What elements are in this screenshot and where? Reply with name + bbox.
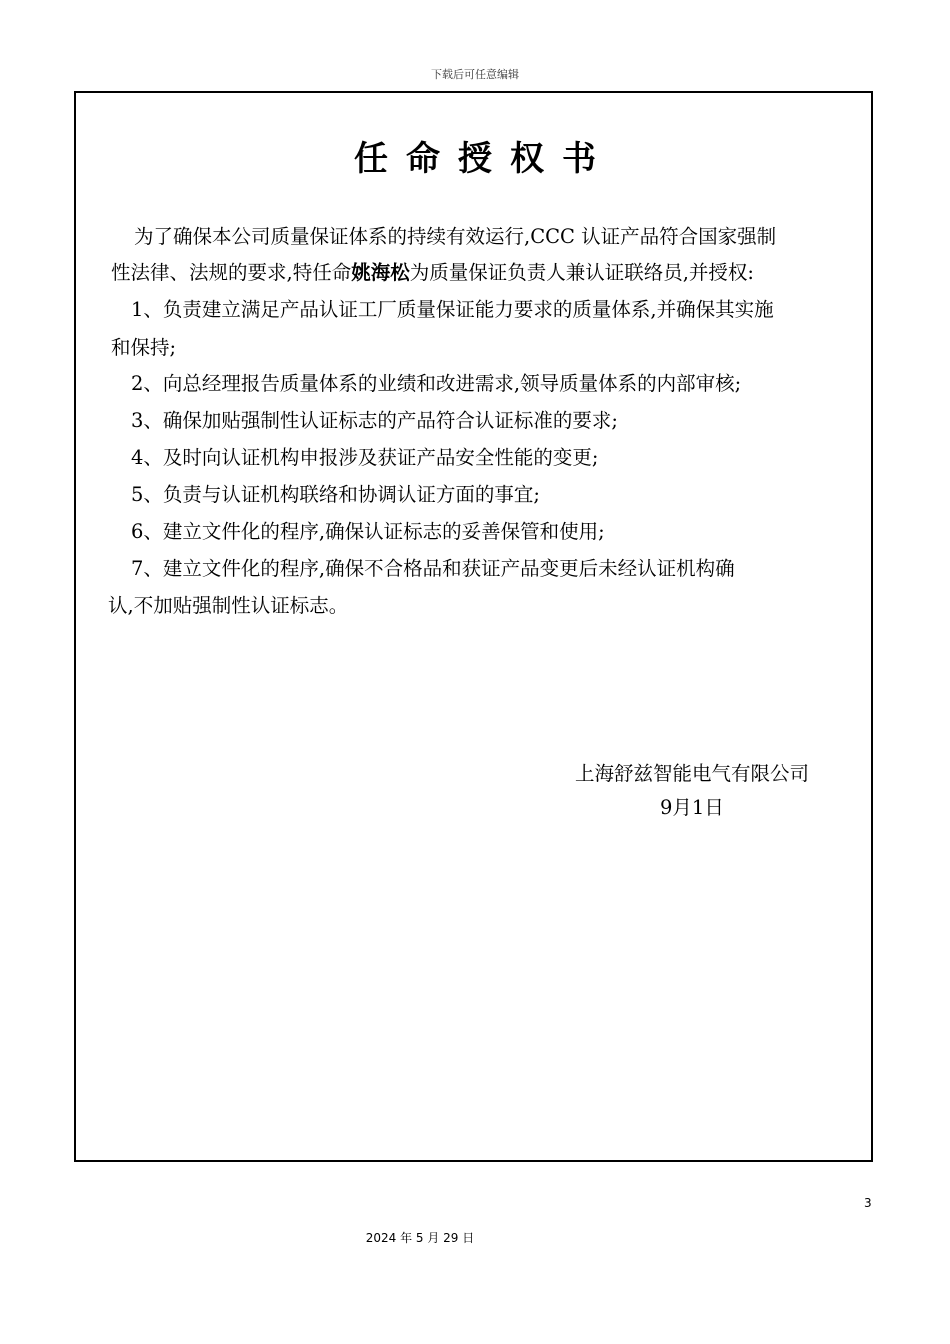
- document-frame: [74, 91, 873, 1162]
- list-item-7: 7、建立文件化的程序,确保不合格品和获证产品变更后未经认证机构确: [131, 557, 735, 580]
- intro-text-after: 为质量保证负责人兼认证联络员,并授权:: [409, 261, 754, 284]
- footer-date: 2024 年 5 月 29 日: [365, 1231, 475, 1245]
- list-item-3: 3、确保加贴强制性认证标志的产品符合认证标准的要求;: [131, 409, 618, 432]
- list-item-1-cont: 和保持;: [111, 336, 177, 359]
- intro-text-before: 性法律、法规的要求,特任命: [111, 261, 352, 284]
- list-item-6: 6、建立文件化的程序,确保认证标志的妥善保管和使用;: [131, 520, 605, 543]
- intro-line-1: 为了确保本公司质量保证体系的持续有效运行,CCC 认证产品符合国家强制: [134, 225, 777, 248]
- intro-line-2: [111, 261, 754, 285]
- list-item-4: 4、及时向认证机构申报涉及获证产品安全性能的变更;: [131, 446, 599, 469]
- list-item-5: 5、负责与认证机构联络和协调认证方面的事宜;: [131, 483, 540, 506]
- list-item-2: 2、向总经理报告质量体系的业绩和改进需求,领导质量体系的内部审核;: [131, 372, 742, 395]
- list-item-7-cont: 认,不加贴强制性认证标志。: [108, 594, 349, 617]
- signature-date: 9月1日: [660, 796, 724, 819]
- document-title: 任命授权书: [354, 139, 614, 179]
- company-name: 上海舒兹智能电气有限公司: [575, 762, 810, 785]
- page-number: 3: [864, 1196, 872, 1210]
- list-item-1: 1、负责建立满足产品认证工厂质量保证能力要求的质量体系,并确保其实施: [131, 298, 774, 321]
- header-note: 下载后可任意编辑: [431, 68, 519, 81]
- appointee-name: 姚海松: [351, 261, 410, 284]
